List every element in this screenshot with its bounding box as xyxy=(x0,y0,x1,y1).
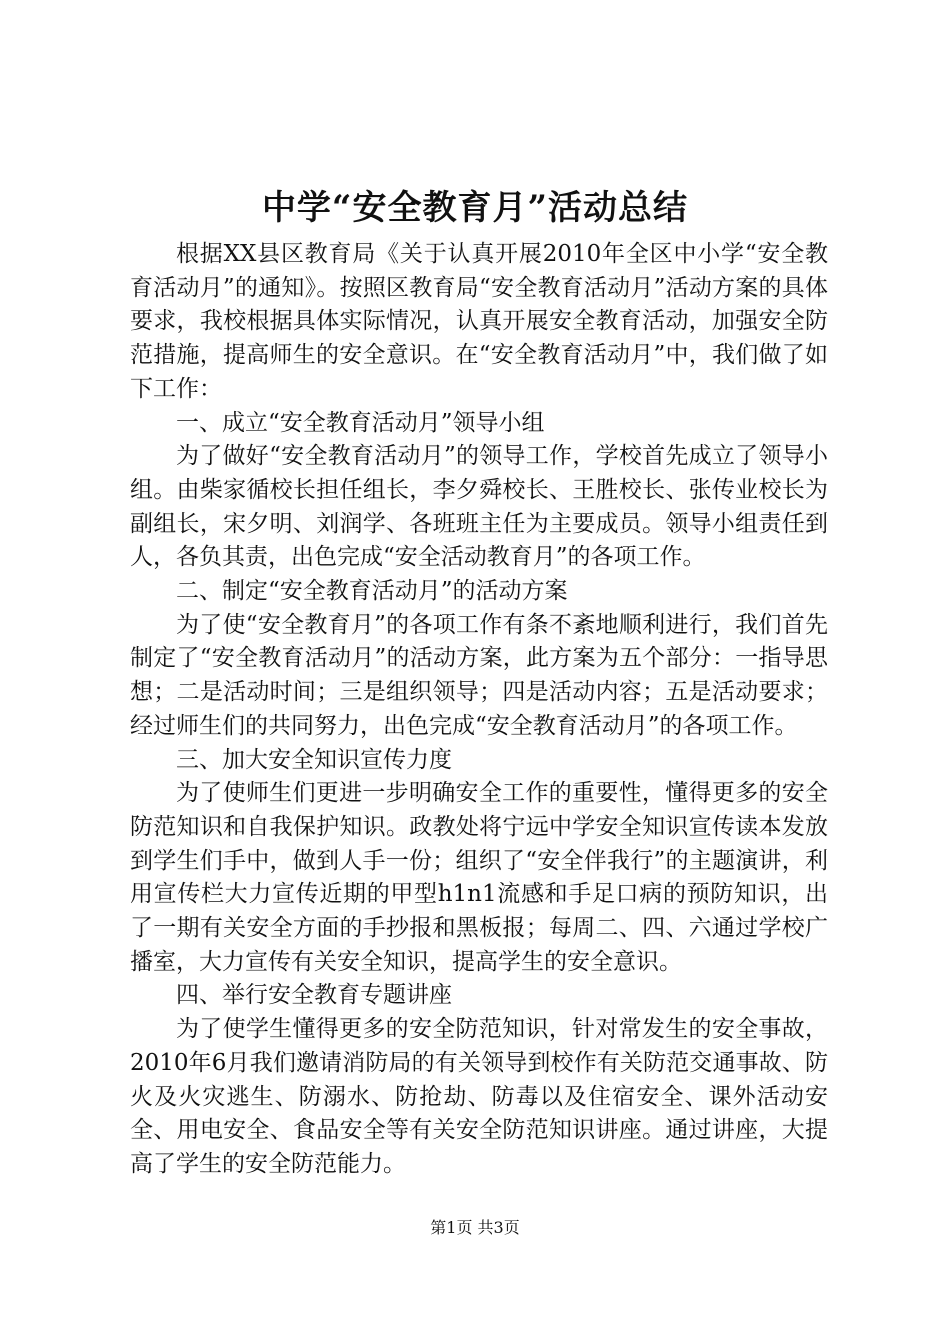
section-heading-3: 三、加大安全知识宣传力度 xyxy=(176,746,452,773)
intro-paragraph: 根据XX县区教育局《关于认真开展2010年全区中小学“安全教育活动月”的通知》。按照区教育局“安全教育活动月”活动方案的具体要求，我校根据具体实际情况，认真开展安全教育活动，加强安全防范措施，提高师生的安全意识。在“安全教育活动月”中，我们做了如下工作： xyxy=(130,241,828,402)
section-heading-1: 一、成立“安全教育活动月”领导小组 xyxy=(176,409,545,436)
document-body xyxy=(130,238,828,1182)
section-paragraph-3: 为了使师生们更进一步明确安全工作的重要性，懂得更多的安全防范知识和自我保护知识。政教处将宁远中学安全知识宣传读本发放到学生们手中，做到人手一份；组织了“安全伴我行”的主题演讲，利用宣传栏大力宣传近期的甲型h1n1流感和手足口病的预防知识，出了一期有关安全方面的手抄报和黑板报；每周二、四、六通过学校广播室，大力宣传有关安全知识，提高学生的安全意识。 xyxy=(130,780,828,975)
section-paragraph-2: 为了使“安全教育月”的各项工作有条不紊地顺利进行，我们首先制定了“安全教育活动月”的活动方案，此方案为五个部分：一指导思想；二是活动时间；三是组织领导；四是活动内容；五是活动要求；经过师生们的共同努力，出色完成“安全教育活动月”的各项工作。 xyxy=(130,611,828,739)
section-heading-2: 二、制定“安全教育活动月”的活动方案 xyxy=(176,578,568,605)
document-title: 中学“安全教育月”活动总结 xyxy=(261,188,689,228)
section-heading-4: 四、举行安全教育专题讲座 xyxy=(176,982,452,1009)
section-paragraph-1: 为了做好“安全教育活动月”的领导工作，学校首先成立了领导小组。由柴家循校长担任组长，李夕舜校长、王胜校长、张传业校长为副组长，宋夕明、刘润学、各班班主任为主要成员。领导小组责任到人，各负其责，出色完成“安全活动教育月”的各项工作。 xyxy=(130,443,828,571)
page-footer: 第1页 共3页 xyxy=(430,1218,520,1237)
section-paragraph-4: 为了使学生懂得更多的安全防范知识，针对常发生的安全事故，2010年6月我们邀请消防局的有关领导到校作有关防范交通事故、防火及火灾逃生、防溺水、防抢劫、防毒以及住宿安全、课外活动安全、用电安全、食品安全等有关安全防范知识讲座。通过讲座，大提高了学生的安全防范能力。 xyxy=(130,1016,828,1177)
